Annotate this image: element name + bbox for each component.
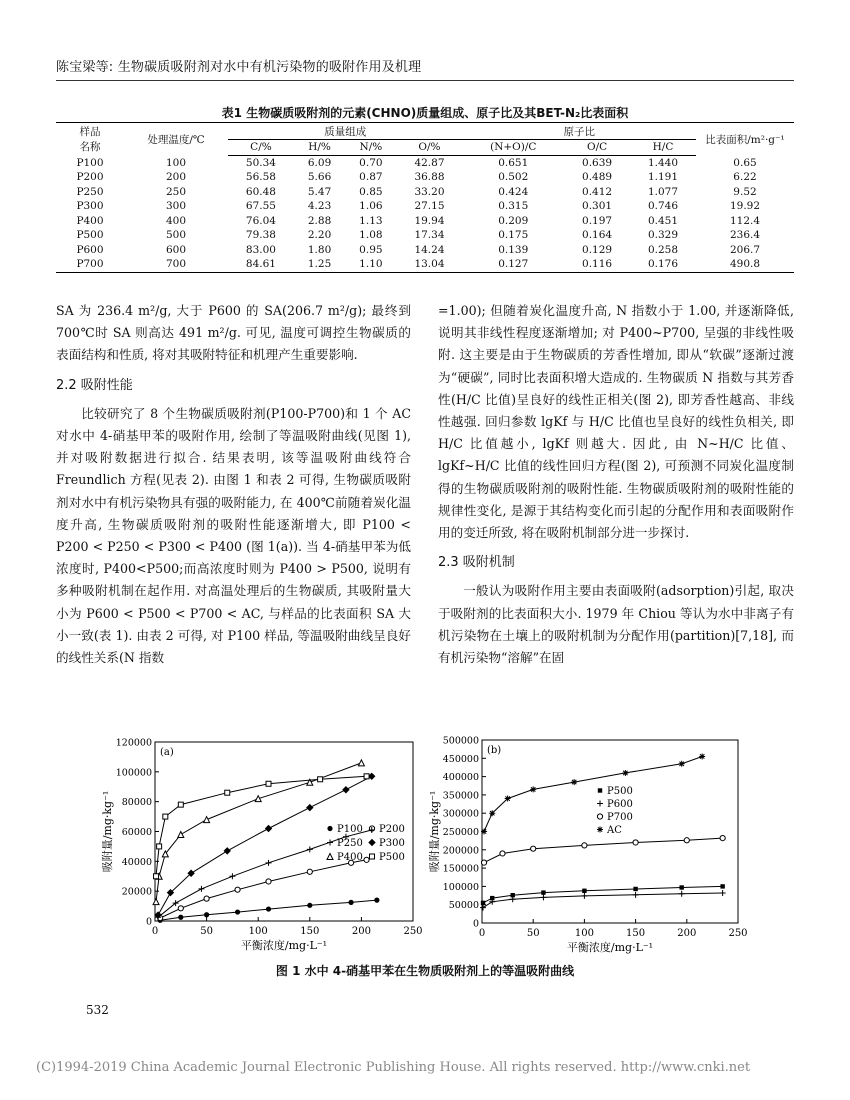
data-point (598, 788, 602, 792)
header-no-c: (N+O)/C (462, 140, 564, 156)
table-cell: 400 (165, 214, 187, 227)
data-point (633, 887, 637, 891)
table-cell: 36.88 (414, 171, 445, 184)
data-point (582, 843, 587, 848)
x-tick-label: 250 (403, 926, 423, 937)
data-point (481, 901, 485, 905)
table-cell: 0.175 (498, 229, 529, 242)
data-point (178, 915, 183, 920)
table-cell: 14.24 (414, 243, 445, 256)
data-point (266, 781, 271, 786)
table-cell: 0.176 (647, 258, 679, 271)
table-cell: 0.85 (359, 185, 383, 198)
y-tick-label: 350000 (442, 790, 479, 802)
table-cell: 19.92 (729, 200, 761, 213)
data-point (178, 906, 183, 911)
table-cell: 1.077 (647, 185, 679, 198)
table-cell: 50.34 (245, 156, 276, 169)
x-tick-label: 50 (200, 926, 213, 937)
data-point (571, 779, 577, 785)
table-cell: 700 (165, 258, 187, 271)
table-cell: 112.4 (729, 214, 761, 227)
data-point (679, 761, 685, 767)
table-cell: 0.258 (647, 243, 679, 256)
table-cell: 236.4 (729, 229, 761, 242)
data-point (318, 777, 323, 782)
table-cell: 1.13 (359, 214, 383, 227)
x-tick-label: 200 (351, 926, 371, 937)
header-sample: 样品 名称 (79, 126, 101, 153)
page-number: 532 (86, 1003, 109, 1017)
table-cell: P500 (76, 229, 104, 242)
table-cell: 600 (165, 243, 187, 256)
legend-label: P500 (607, 786, 633, 797)
legend-label: P300 (379, 838, 405, 849)
data-point (581, 893, 587, 899)
y-tick-label: 300000 (442, 808, 479, 820)
paragraph: 一般认为吸附作用主要由表面吸附(adsorption)引起, 取决于吸附剂的比表面积大小. 1979 年 Chiou 等认为水中非离子有机污染物在土壤上的吸附机制为分配作用(partition)[7,18], 而有机污染物“溶解”在固 (438, 583, 794, 666)
table-cell: 0.315 (498, 200, 529, 213)
y-tick-label: 0 (145, 916, 152, 928)
data-point (374, 898, 379, 903)
x-tick-label: 150 (626, 928, 646, 939)
data-point (157, 844, 162, 849)
header-h: H/% (294, 140, 345, 156)
y-tick-label: 120000 (115, 737, 152, 749)
data-point (266, 860, 272, 866)
series-line (484, 757, 702, 832)
y-tick-label: 80000 (121, 797, 152, 809)
header-atomic-group: 原子比 (462, 123, 696, 140)
table-cell: 67.55 (245, 200, 276, 213)
y-tick-label: 250000 (442, 827, 479, 838)
data-point (307, 805, 313, 811)
y-axis-label: 吸附量/mg·kg⁻¹ (101, 790, 114, 873)
table-cell: 0.301 (582, 200, 613, 213)
table-cell: 100 (165, 156, 187, 169)
table-1 (56, 122, 794, 273)
legend-label: P200 (379, 824, 405, 835)
y-tick-label: 100000 (442, 881, 479, 893)
data-point (266, 906, 271, 911)
data-point (500, 851, 505, 856)
table-cell: 5.47 (307, 185, 332, 198)
y-tick-label: 500000 (442, 735, 479, 747)
data-point (266, 826, 272, 832)
table-cell: 1.80 (307, 243, 332, 256)
data-point (204, 817, 210, 823)
data-point (489, 810, 495, 816)
data-point (307, 846, 313, 852)
y-tick-label: 0 (472, 918, 479, 930)
section-2-3-heading: 2.3 吸附机制 (438, 555, 515, 571)
table-cell: 2.88 (307, 214, 332, 227)
y-axis-label: 吸附量/mg·kg⁻¹ (428, 790, 441, 873)
paragraph: 比较研究了 8 个生物碳质吸附剂(P100-P700)和 1 个 AC 对水中 4-硝基甲苯的吸附作用, 绘制了等温吸附曲线(见图 1), 并对吸附数据进行拟合. 结果表明, 该等温吸附曲线符合 Freundlich 方程(见表 2). 由图 1 和表 2 可得, 生物碳质吸附剂对水中有机污染物具有强的吸附能力, 在 400℃前随着炭化温度升高, 生物碳质吸附剂的吸附性能逐渐增大, 即 P100 < P200 < P250 < P300 < P400 (图 1(a)). 当 4-硝基甲苯为低浓度时, P400<P500;而高浓度时则为 P400 > P500, 说明有多种吸附机制在起作用. 对高温处理后的生物碳质, 其吸附量大小为 P600 < P500 < P700 < AC, 与样品的比表面积 SA 大小一致(表 1). 由表 2 可得, 对 P100 样品, 等温吸附曲线呈良好的线性关系(N 指数 (56, 405, 411, 666)
legend-label: P700 (607, 812, 633, 823)
table-cell: 0.412 (582, 185, 613, 198)
table-cell: 5.66 (307, 171, 332, 184)
data-point (679, 891, 685, 897)
data-point (204, 896, 209, 901)
data-point (699, 753, 705, 759)
data-point (235, 887, 240, 892)
header-h-c: H/C (630, 140, 696, 156)
legend-label: AC (607, 825, 622, 836)
data-point (540, 894, 546, 900)
table-cell: 2.20 (307, 229, 332, 242)
data-point (720, 835, 725, 840)
table-row (56, 257, 794, 272)
table-cell: 0.329 (647, 229, 679, 242)
table-cell: 6.09 (307, 156, 332, 169)
data-point (364, 857, 369, 862)
header-o-c: O/C (564, 140, 630, 156)
x-tick-label: 100 (574, 928, 594, 939)
data-point (327, 854, 333, 860)
table-row (56, 214, 794, 229)
data-point (224, 848, 230, 854)
table-cell: 0.139 (498, 243, 529, 256)
data-point (235, 909, 240, 914)
table-cell: 490.8 (729, 258, 761, 271)
series-line (483, 893, 723, 908)
copyright-footer: (C)1994-2019 China Academic Journal Electronic Publishing House. All rights reserved. http://www.cnki.net (36, 1060, 751, 1075)
data-point (364, 774, 369, 779)
table-cell: 0.746 (647, 200, 679, 213)
table-cell: 0.65 (733, 156, 757, 169)
chart-a (80, 728, 425, 953)
table-cell: 206.7 (729, 243, 761, 256)
section-2-2-heading: 2.2 吸附性能 (56, 377, 133, 393)
table-cell: 0.116 (582, 258, 613, 271)
x-tick-label: 0 (478, 928, 486, 939)
data-point (358, 760, 364, 766)
table-cell: 0.424 (498, 185, 529, 198)
table-cell: 0.70 (359, 156, 383, 169)
x-tick-label: 150 (300, 926, 320, 937)
data-point (198, 886, 204, 892)
running-header: 陈宝梁等: 生物碳质吸附剂对水中有机污染物的吸附作用及机理 (56, 60, 422, 75)
table-cell: 79.38 (245, 229, 276, 242)
data-point (327, 826, 332, 831)
table-cell: 500 (165, 229, 187, 242)
table-cell: 56.58 (245, 171, 276, 184)
data-point (204, 912, 209, 917)
data-point (480, 905, 486, 911)
table-cell: 13.04 (414, 258, 445, 271)
data-point (582, 889, 586, 893)
paragraph: =1.00); 但随着炭化温度升高, N 指数小于 1.00, 并逐渐降低, 说明其非线性程度逐渐增加; 对 P400~P700, 呈强的非线性吸附. 这主要是由于生物碳质的芳香性增加, 即从“软碳”逐渐过渡为“硬碳”, 同时比表面积增大造成的. 生物碳质 N 指数与其芳香性(H/C 比值)呈良好的线性正相关(图 2), 即芳香性越高、非线性越强. 回归参数 lgKf 与 H/C 比值也呈良好的线性负相关, 即 H/C 比值越小, lgKf 则越大. 因此, 由 N~H/C 比值、lgKf~H/C 比值的线性回归方程(图 2), 可预测不同炭化温度制得的生物碳质吸附剂的吸附性能. 生物碳质吸附剂的吸附性能的规律性变化, 是源于其结构变化而引起的分配作用和表面吸附作用的变迁所致, 将在吸附机制部分进一步探讨. (438, 303, 794, 541)
data-point (255, 796, 261, 802)
data-point (505, 796, 511, 802)
data-point (348, 900, 353, 905)
data-point (633, 840, 638, 845)
data-point (343, 787, 349, 793)
y-tick-label: 200000 (442, 845, 479, 857)
table-cell: 0.87 (359, 171, 383, 184)
x-axis-label: 平衡浓度/mg·L⁻¹ (240, 939, 328, 952)
header-n: N/% (345, 140, 396, 156)
table-cell: 76.04 (245, 214, 276, 227)
plot-frame (155, 742, 413, 921)
data-point (633, 892, 639, 898)
table-cell: 1.191 (647, 171, 679, 184)
series-line (156, 776, 367, 876)
table-cell: 33.20 (414, 185, 445, 198)
y-tick-label: 100000 (115, 767, 152, 779)
table-cell: 0.129 (582, 243, 613, 256)
data-point (597, 801, 603, 807)
table-cell: 9.52 (733, 185, 757, 198)
table-cell: 19.94 (414, 214, 445, 227)
header-rule (56, 80, 794, 81)
data-point (720, 890, 726, 896)
y-tick-label: 50000 (448, 900, 479, 912)
table-cell: 1.06 (359, 200, 383, 213)
legend-label: P500 (379, 852, 405, 863)
x-axis-label: 平衡浓度/mg·L⁻¹ (566, 941, 654, 954)
y-tick-label: 450000 (442, 753, 479, 765)
table-cell: 0.502 (498, 171, 529, 184)
data-point (154, 874, 159, 879)
right-column (438, 300, 794, 669)
table-cell: 1.440 (647, 156, 679, 169)
header-sa: 比表面积/m²·g⁻¹ (705, 133, 785, 146)
y-tick-label: 60000 (121, 827, 152, 838)
table-row (56, 228, 794, 243)
header-c: C/% (228, 140, 294, 156)
header-mass-group: 质量组成 (228, 123, 462, 140)
header-o: O/% (397, 140, 463, 156)
table-row (56, 243, 794, 258)
data-point (369, 840, 375, 846)
data-point (229, 873, 235, 879)
data-point (327, 840, 333, 846)
x-tick-label: 50 (526, 928, 540, 939)
panel-label: (b) (487, 745, 502, 756)
data-point (684, 838, 689, 843)
data-point (720, 884, 724, 888)
table-cell: 0.451 (647, 214, 679, 227)
data-point (597, 814, 602, 819)
data-point (531, 846, 536, 851)
data-point (178, 802, 183, 807)
x-tick-label: 200 (677, 928, 697, 939)
data-point (530, 786, 536, 792)
data-point (679, 885, 683, 889)
data-point (369, 773, 375, 779)
x-tick-label: 250 (728, 928, 748, 939)
panel-label: (a) (160, 747, 174, 758)
table-cell: 0.197 (582, 214, 613, 227)
chart-b (428, 728, 762, 954)
data-point (307, 869, 312, 874)
table-cell: 250 (165, 185, 187, 198)
data-point (163, 814, 168, 819)
series-line (483, 886, 723, 903)
table-cell: 300 (165, 200, 187, 213)
table-cell: 6.22 (733, 171, 757, 184)
table-cell: 1.08 (359, 229, 383, 242)
data-point (370, 854, 375, 859)
table-row (56, 199, 794, 214)
paragraph: SA 为 236.4 m²/g, 大于 P600 的 SA(206.7 m²/g); 最终到 700℃时 SA 则高达 491 m²/g. 可见, 温度可调控生物碳质的表面结构和性质, 将对其吸附特征和机理产生重要影响. (56, 303, 411, 363)
x-tick-label: 100 (248, 926, 268, 937)
y-tick-label: 20000 (121, 886, 152, 898)
data-point (266, 879, 271, 884)
data-point (307, 903, 312, 908)
legend-label: P250 (337, 838, 363, 849)
table-cell: 27.15 (414, 200, 445, 213)
table-cell: P200 (76, 171, 104, 184)
figure-caption: 图 1 水中 4-硝基甲苯在生物质吸附剂上的等温吸附曲线 (275, 964, 575, 978)
table-row (56, 155, 794, 170)
legend-label: P600 (607, 799, 633, 810)
data-point (153, 899, 159, 905)
table-cell: 0.127 (498, 258, 529, 271)
table-cell: 0.95 (359, 243, 383, 256)
legend-label: P400 (337, 852, 363, 863)
table-cell: 17.34 (414, 229, 445, 242)
table-cell: 0.489 (582, 171, 613, 184)
data-point (597, 827, 603, 833)
table-cell: 1.10 (359, 258, 383, 271)
table-cell: P700 (76, 258, 104, 271)
header-temp: 处理温度/℃ (147, 133, 205, 146)
table-row (56, 185, 794, 200)
table-cell: 0.651 (498, 156, 529, 169)
data-point (481, 829, 487, 835)
table-cell: P600 (76, 243, 104, 256)
table-cell: 42.87 (414, 156, 445, 169)
data-point (541, 890, 545, 894)
y-tick-label: 40000 (121, 856, 152, 868)
series-line (156, 763, 361, 902)
table-cell: 0.639 (582, 156, 613, 169)
y-tick-label: 400000 (442, 772, 479, 784)
legend-label: P100 (337, 824, 363, 835)
table-cell: 84.61 (245, 258, 276, 271)
table-cell: 83.00 (245, 243, 276, 256)
table-cell: P300 (76, 200, 104, 213)
data-point (178, 831, 184, 837)
data-point (481, 860, 486, 865)
table-cell: 200 (165, 171, 187, 184)
table-cell: 0.209 (498, 214, 529, 227)
table-cell: P100 (76, 156, 104, 169)
data-point (225, 790, 230, 795)
table-row (56, 170, 794, 185)
table-cell: P250 (76, 185, 104, 198)
x-tick-label: 0 (151, 926, 159, 937)
table-cell: 1.25 (307, 258, 332, 271)
table-cell: P400 (76, 214, 104, 227)
left-column (56, 300, 411, 669)
table-cell: 60.48 (245, 185, 276, 198)
y-tick-label: 150000 (442, 863, 479, 875)
table-cell: 0.164 (582, 229, 613, 242)
data-point (622, 770, 628, 776)
table-caption: 表1 生物碳质吸附剂的元素(CHNO)质量组成、原子比及其BET-N₂比表面积 (221, 106, 629, 120)
table-cell: 4.23 (307, 200, 332, 213)
